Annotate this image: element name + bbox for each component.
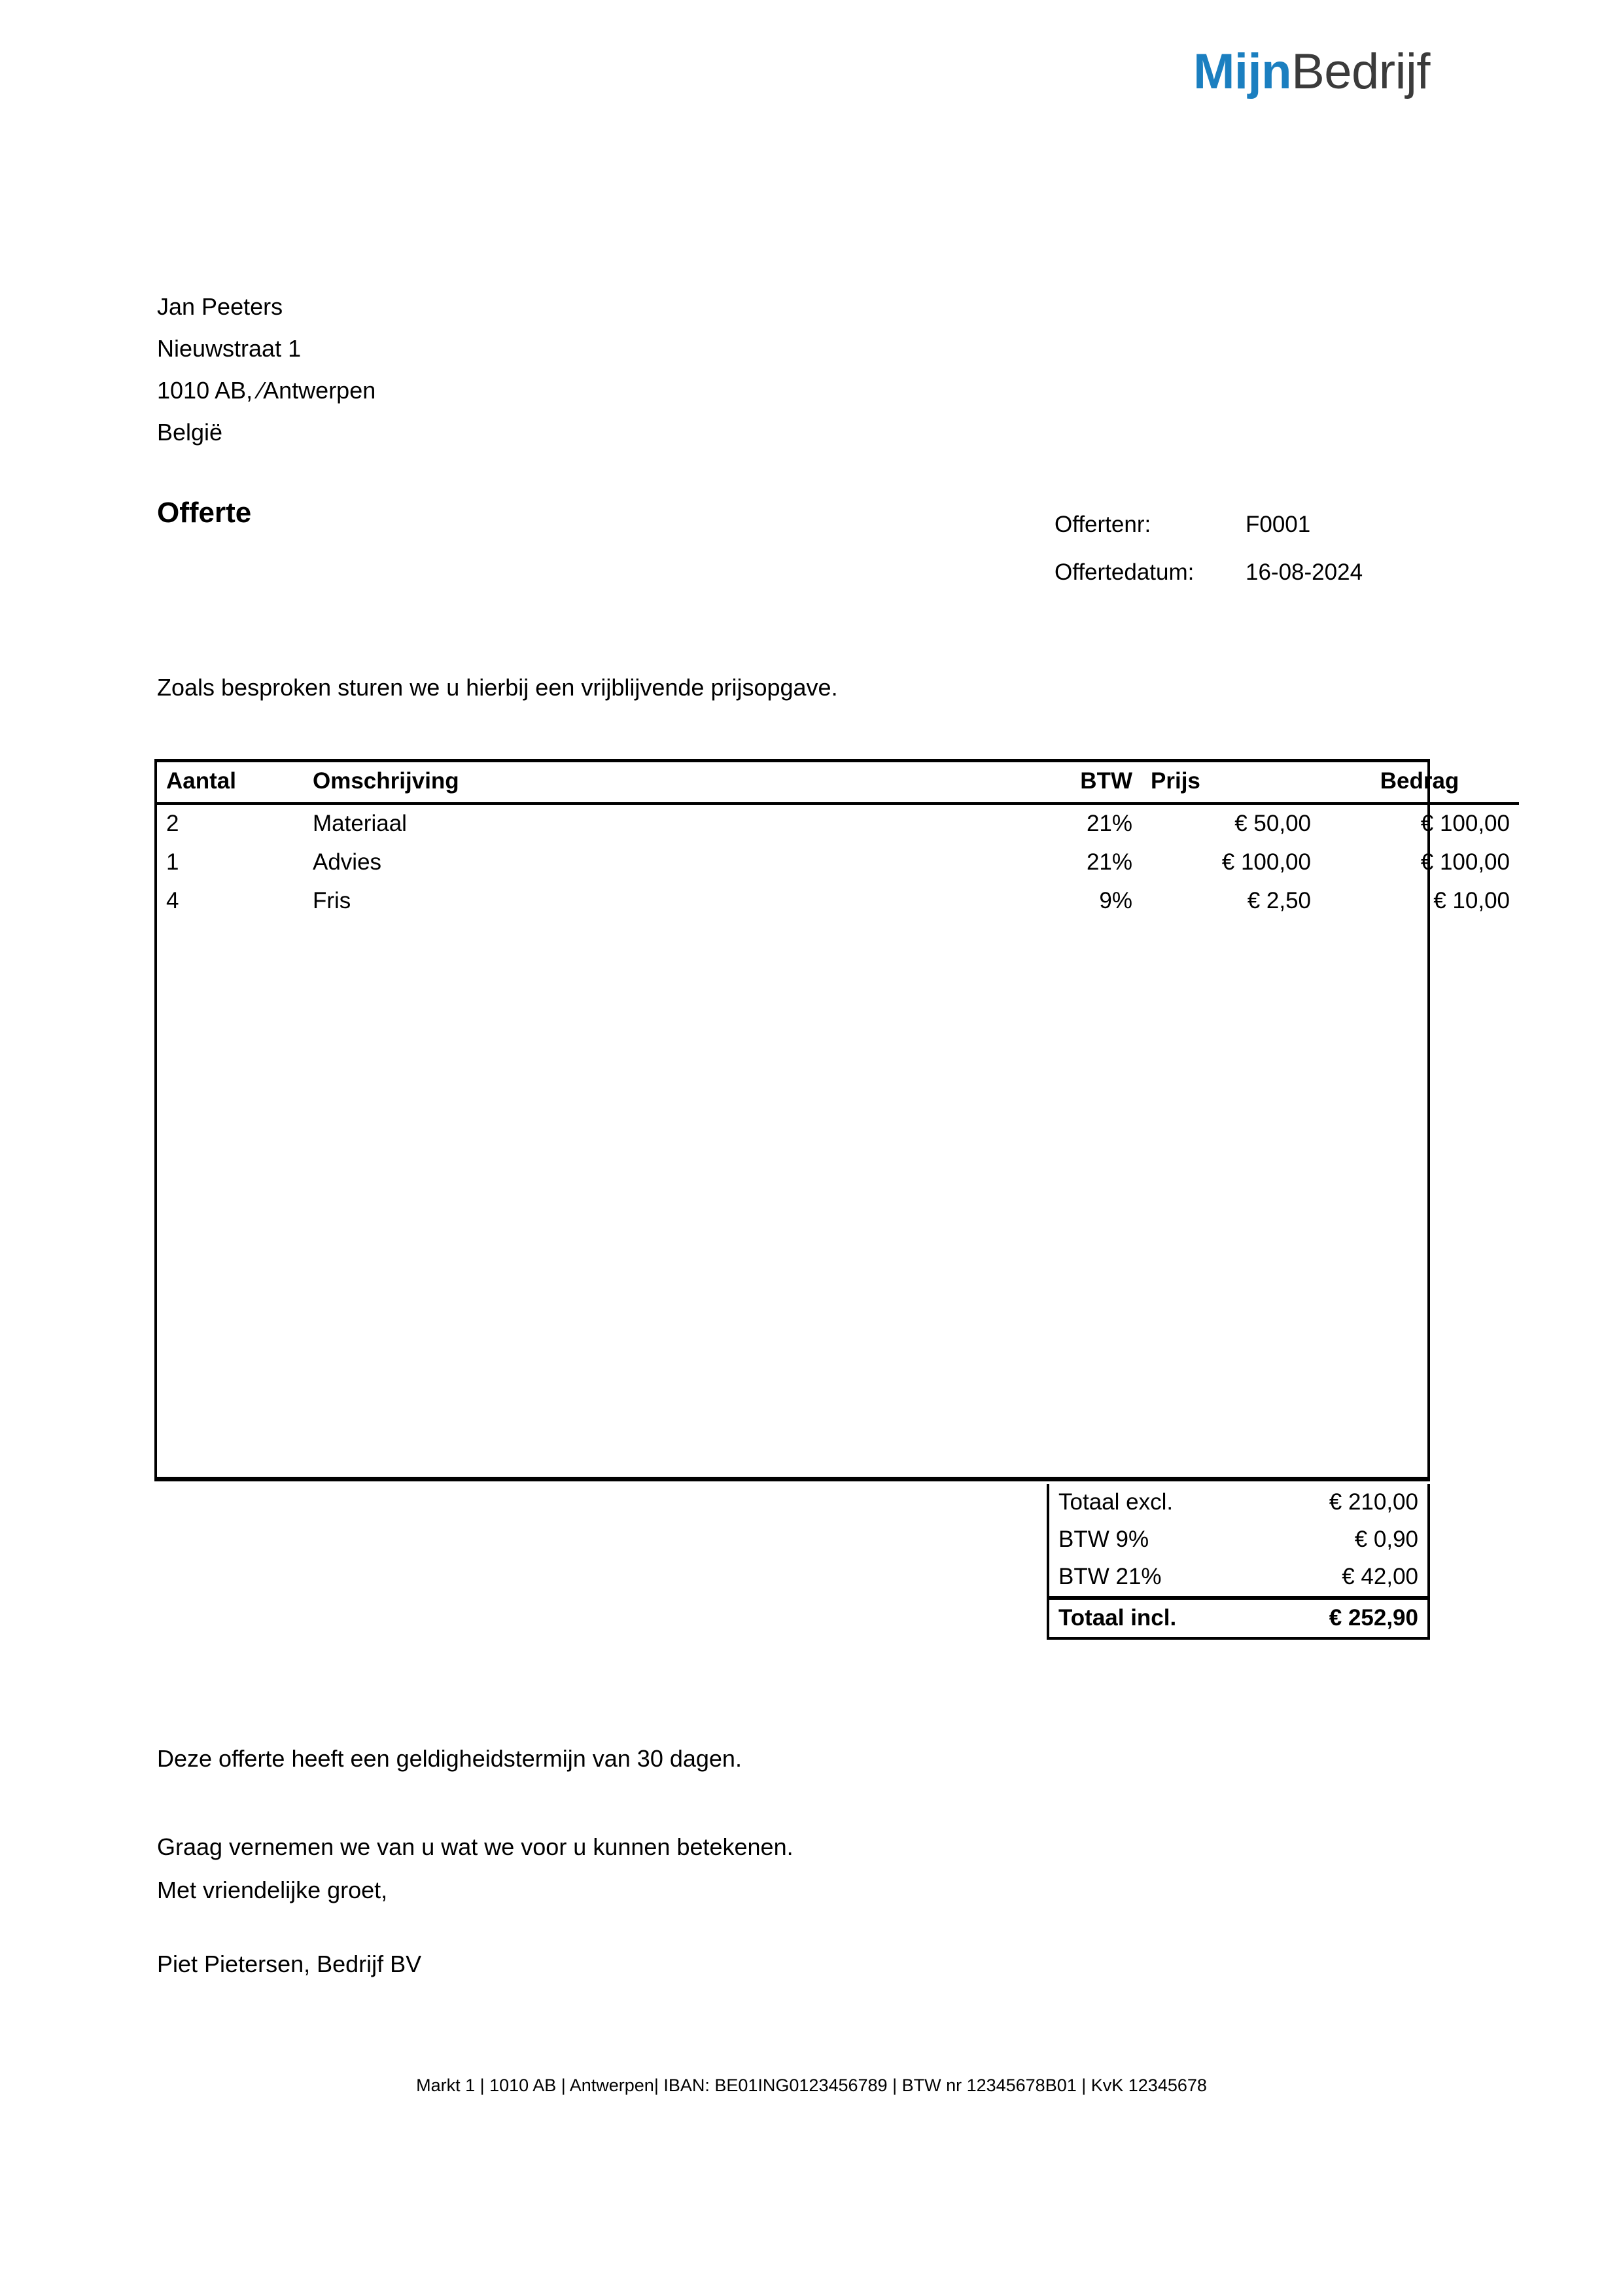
- logo-text-secondary: Bedrijf: [1291, 44, 1430, 99]
- cell-bedrag: € 100,00: [1420, 811, 1510, 836]
- totals-label-vat-9: BTW 9%: [1058, 1527, 1149, 1552]
- addressee-line-country: België: [157, 419, 223, 446]
- totals-row-vat-9: [1049, 1521, 1427, 1559]
- addressee-line-name: Jan Peeters: [157, 293, 283, 320]
- validity-paragraph: Deze offerte heeft een geldigheidstermijn van 30 dagen.: [157, 1745, 742, 1772]
- totals-value-grand-total: € 252,90: [1238, 1598, 1427, 1637]
- meta-label-number: Offertenr:: [1055, 512, 1151, 537]
- totals-label-grand-total: Totaal incl.: [1049, 1598, 1238, 1637]
- logo-text-primary: Mijn: [1193, 44, 1292, 99]
- cell-bedrag: € 100,00: [1420, 849, 1510, 875]
- cell-omschrijving: Advies: [313, 849, 382, 875]
- intro-paragraph: Zoals besproken sturen we u hierbij een vrijblijvende prijsopgave.: [157, 674, 838, 701]
- column-header-omschrijving: Omschrijving: [304, 762, 986, 804]
- table-header-row: [157, 762, 1519, 804]
- page-footer: Markt 1 | 1010 AB | Antwerpen| IBAN: BE01ING0123456789 | BTW nr 12345678B01 | KvK 12345678: [416, 2075, 1207, 2095]
- addressee-block: [157, 286, 375, 453]
- meta-row-number: [1055, 501, 1363, 548]
- cell-btw: 21%: [1086, 849, 1132, 875]
- totals-label-subtotal: Totaal excl.: [1058, 1489, 1174, 1515]
- company-logo: [1193, 44, 1430, 99]
- table-row: [157, 882, 1519, 921]
- column-header-bedrag: Bedrag: [1320, 762, 1519, 804]
- closing-line-1: Graag vernemen we van u wat we voor u kunnen betekenen.: [157, 1833, 794, 1860]
- signature-line: Piet Pietersen, Bedrijf BV: [157, 1951, 422, 1977]
- column-header-btw: BTW: [986, 762, 1142, 804]
- totals-value-subtotal: € 210,00: [1329, 1489, 1418, 1515]
- closing-line-2: Met vriendelijke groet,: [157, 1877, 388, 1903]
- totals-row-vat-21: [1049, 1559, 1427, 1598]
- column-header-aantal: Aantal: [157, 762, 304, 804]
- totals-block: [1047, 1484, 1430, 1640]
- cell-omschrijving: Materiaal: [313, 811, 407, 836]
- table-row: [157, 843, 1519, 882]
- cell-btw: 21%: [1086, 811, 1132, 836]
- totals-row-subtotal: [1049, 1484, 1427, 1521]
- cell-prijs: € 100,00: [1221, 849, 1311, 875]
- cell-aantal: 4: [166, 888, 179, 913]
- quote-meta-block: [1055, 501, 1363, 596]
- totals-label-vat-21: BTW 21%: [1058, 1564, 1162, 1589]
- line-items-table: [154, 759, 1510, 1481]
- meta-value-date: 16-08-2024: [1246, 559, 1363, 585]
- addressee-line-street: Nieuwstraat 1: [157, 335, 302, 362]
- column-header-prijs: Prijs: [1142, 762, 1320, 804]
- addressee-line-city: 1010 AB, ⁄Antwerpen: [157, 377, 376, 404]
- table-row: [157, 804, 1519, 843]
- meta-row-date: [1055, 548, 1363, 596]
- meta-label-date: Offertedatum:: [1055, 559, 1195, 585]
- cell-btw: 9%: [1099, 888, 1132, 913]
- cell-aantal: 1: [166, 849, 179, 875]
- cell-omschrijving: Fris: [313, 888, 351, 913]
- totals-value-vat-21: € 42,00: [1342, 1564, 1418, 1589]
- totals-value-vat-9: € 0,90: [1354, 1527, 1418, 1552]
- cell-aantal: 2: [166, 811, 179, 836]
- cell-prijs: € 2,50: [1247, 888, 1311, 913]
- cell-prijs: € 50,00: [1234, 811, 1311, 836]
- closing-paragraph: [157, 1826, 794, 1912]
- cell-bedrag: € 10,00: [1433, 888, 1510, 913]
- totals-row-grand-total: [1049, 1598, 1427, 1637]
- page-title: Offerte: [157, 497, 252, 529]
- meta-value-number: F0001: [1246, 512, 1311, 537]
